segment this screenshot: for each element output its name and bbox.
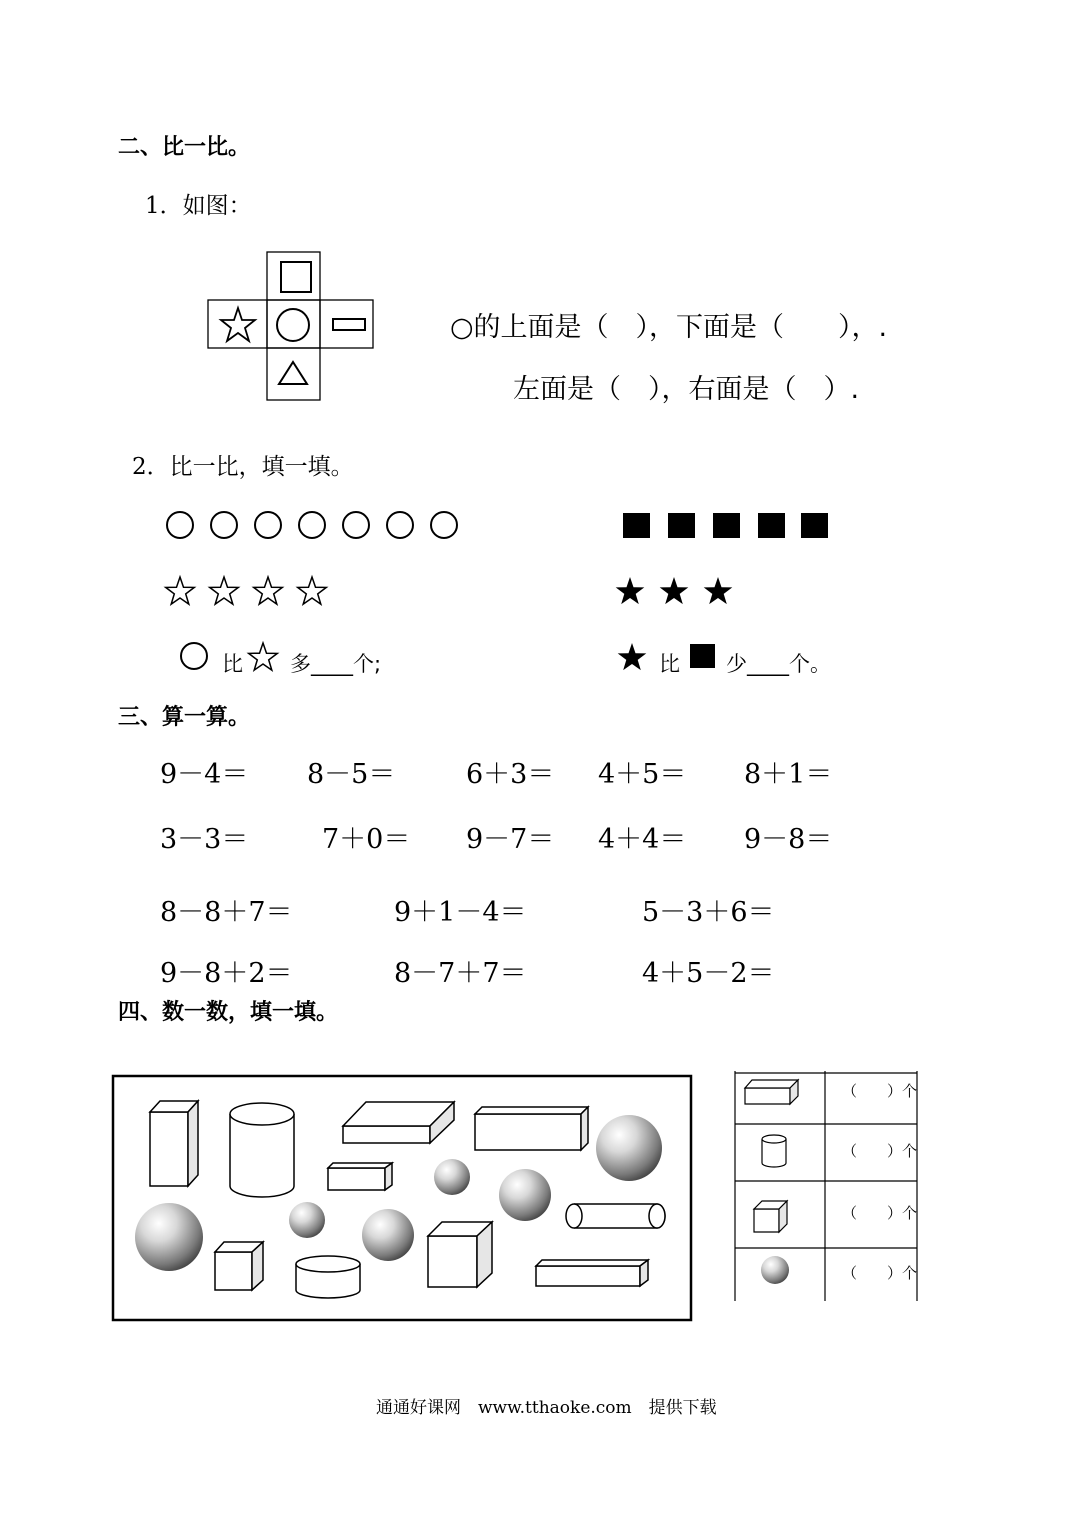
equation: 4＋5－2＝ (642, 958, 775, 989)
solid-square-icon (668, 513, 695, 538)
count-blank-cuboid[interactable]: （ ）个 (842, 1082, 918, 1100)
compare-less-blank: 少____个。 (726, 652, 831, 676)
triangle-icon (279, 362, 307, 384)
cuboid-icon (150, 1101, 198, 1186)
circle-icon (255, 512, 281, 538)
solid-square-icon (713, 513, 740, 538)
cuboid-icon (475, 1107, 588, 1150)
equation: 9－4＝ (160, 759, 249, 790)
cylinder-icon (566, 1204, 665, 1228)
hollow-star-icon (166, 577, 195, 604)
equation: 8－7＋7＝ (394, 958, 527, 989)
solids-picture (112, 1074, 697, 1324)
hollow-star-icon (210, 577, 239, 604)
solid-star-icon (616, 577, 645, 604)
sphere-icon (362, 1209, 414, 1261)
sphere-icon (434, 1159, 470, 1195)
cylinder-icon (230, 1103, 294, 1197)
sphere-icon (596, 1115, 662, 1181)
equation: 8－8＋7＝ (160, 897, 293, 928)
count-blank-sphere[interactable]: （ ）个 (842, 1264, 918, 1282)
circle-icon (277, 309, 309, 341)
circle-icon (178, 640, 210, 672)
circle-icon (211, 512, 237, 538)
solid-square-icon (688, 642, 718, 672)
hollow-star-icon (254, 577, 283, 604)
question-1-line-2: 左面是（ ），右面是（ ）. (513, 374, 860, 405)
equation: 3－3＝ (160, 824, 249, 855)
solid-stars-row (610, 572, 750, 612)
equation: 7＋0＝ (322, 824, 411, 855)
square-icon (281, 262, 311, 292)
hollow-star-icon (246, 640, 280, 674)
solid-star-icon (704, 577, 733, 604)
count-blank-cube[interactable]: （ ）个 (842, 1204, 918, 1222)
solid-square-icon (623, 513, 650, 538)
cube-icon (428, 1222, 492, 1287)
solid-square-icon (758, 513, 785, 538)
solid-star-icon (615, 640, 649, 674)
cylinder-icon (762, 1135, 786, 1167)
circle-icon (431, 512, 457, 538)
section-2-title: 二、比一比。 (118, 135, 251, 160)
equation: 6＋3＝ (466, 759, 555, 790)
equation: 8＋1＝ (744, 759, 833, 790)
section-3-title: 三、算一算。 (118, 705, 251, 730)
question-2-label: 2．比一比，填一填。 (132, 454, 354, 480)
question-1-line-1: ○的上面是（ ），下面是（ ），. (450, 312, 888, 343)
sphere-icon (289, 1202, 325, 1238)
solid-star-icon (660, 577, 689, 604)
solid-square-icon (801, 513, 828, 538)
cross-net-figure (205, 250, 375, 405)
circle-icon (299, 512, 325, 538)
circle-icon (387, 512, 413, 538)
compare-bi-left: 比 (222, 652, 243, 676)
sphere-icon (499, 1169, 551, 1221)
equation: 9－7＝ (466, 824, 555, 855)
question-1-label: 1．如图： (145, 193, 252, 219)
equation: 4＋4＝ (598, 824, 687, 855)
equation: 8－5＝ (307, 759, 396, 790)
solid-squares-row (620, 507, 840, 543)
equation: 5－3＋6＝ (642, 897, 775, 928)
circle-icon (343, 512, 369, 538)
sphere-icon (761, 1256, 789, 1284)
hollow-stars-row (160, 572, 340, 612)
cube-icon (215, 1242, 263, 1290)
equation: 9－8＝ (744, 824, 833, 855)
equation: 9＋1－4＝ (394, 897, 527, 928)
hollow-star-icon (298, 577, 327, 604)
cuboid-icon (536, 1260, 648, 1286)
footer-credit: 通通好课网 www.tthaoke.com 提供下载 (376, 1398, 717, 1418)
rectangle-icon (333, 319, 365, 330)
equation: 9－8＋2＝ (160, 958, 293, 989)
cuboid-icon (745, 1080, 798, 1104)
star-icon (221, 308, 255, 341)
compare-bi-right: 比 (659, 652, 680, 676)
section-4-title: 四、数一数，填一填。 (118, 1000, 339, 1025)
cylinder-icon (296, 1256, 360, 1298)
circle-icon (167, 512, 193, 538)
count-blank-cylinder[interactable]: （ ）个 (842, 1142, 918, 1160)
cuboid-icon (343, 1102, 454, 1143)
circles-row (162, 507, 472, 543)
cuboid-icon (328, 1163, 392, 1190)
equation: 4＋5＝ (598, 759, 687, 790)
sphere-icon (135, 1203, 203, 1271)
compare-more-blank: 多____个; (290, 652, 382, 676)
cube-icon (754, 1201, 787, 1232)
